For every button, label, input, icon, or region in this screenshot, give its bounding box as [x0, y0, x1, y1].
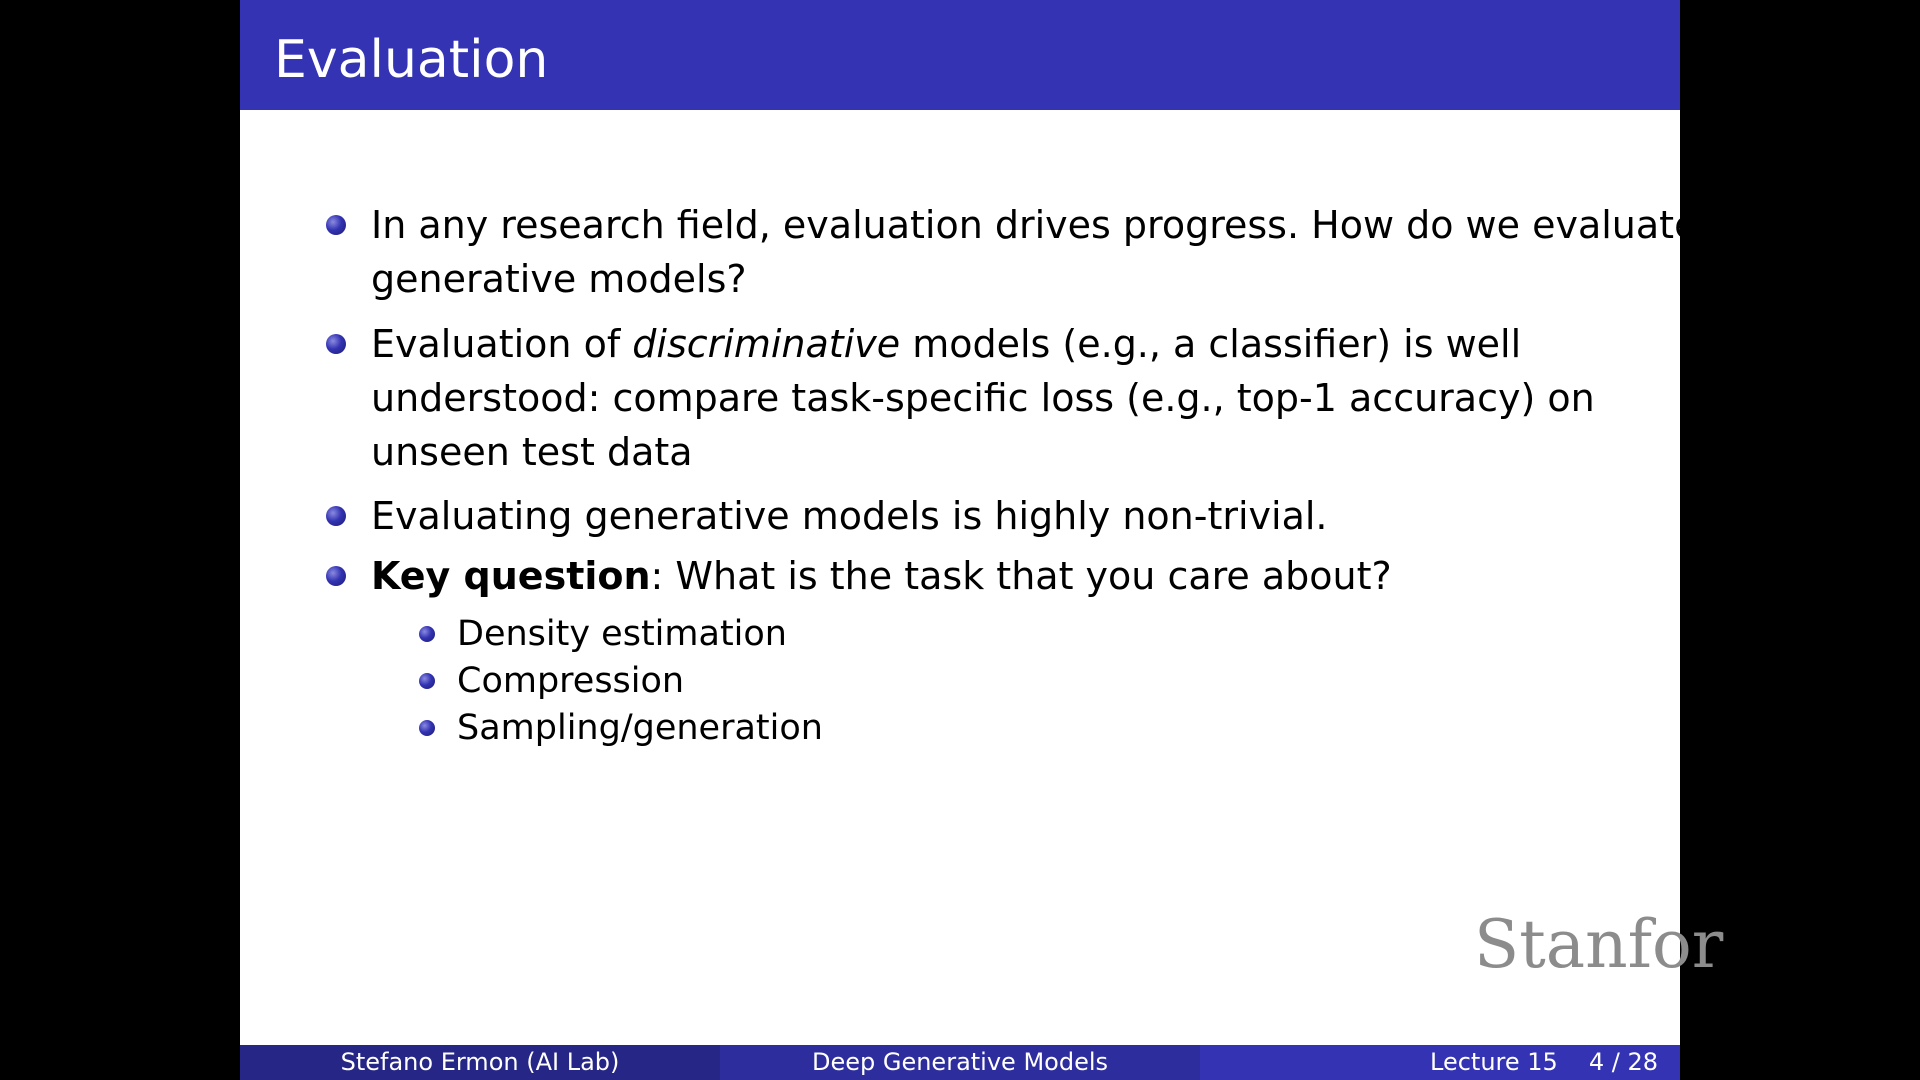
sub-bullet-text: Compression: [457, 661, 685, 701]
stanford-logo: Stanfor: [1474, 906, 1724, 983]
bullet-item: [371, 198, 1698, 306]
sub-bullet-item: [457, 704, 823, 752]
bullet-text: Evaluation of: [371, 322, 633, 366]
bullet-item: [371, 549, 1671, 603]
emphasis-text: discriminative: [632, 322, 901, 366]
bullet-icon: [326, 506, 346, 526]
bullet-text-line: Evaluating generative models is highly non-trivial.: [371, 494, 1328, 538]
bullet-item: [371, 489, 1671, 543]
footer-lecture: Lecture 15: [1430, 1048, 1558, 1076]
sub-bullet-icon: [419, 673, 435, 689]
sub-bullet-item: [457, 610, 787, 658]
sub-bullet-text: Density estimation: [457, 614, 787, 654]
bullet-text-line: unseen test data: [371, 430, 693, 474]
bullet-icon: [326, 215, 346, 235]
bullet-text-line: [371, 317, 1671, 371]
sub-bullet-text: Sampling/generation: [457, 708, 823, 748]
bullet-text: models (e.g., a classifier) is well: [900, 322, 1522, 366]
footer-right: [1200, 1045, 1680, 1080]
bullet-text-line: generative models?: [371, 257, 747, 301]
footer-author: Stefano Ermon (AI Lab): [240, 1045, 720, 1080]
bullet-item: [371, 317, 1671, 479]
bold-text: Key question: [371, 554, 651, 598]
bullet-text-line: In any research field, evaluation drives progress. How do we evaluate: [371, 203, 1698, 247]
sub-bullet-icon: [419, 626, 435, 642]
bullet-icon: [326, 334, 346, 354]
slide: [240, 0, 1724, 1080]
bullet-text-line: [371, 549, 1671, 603]
bullet-text-line: understood: compare task-specific loss (e.g., top-1 accuracy) on: [371, 376, 1595, 420]
sub-bullet-icon: [419, 720, 435, 736]
bullet-icon: [326, 566, 346, 586]
bullet-text: : What is the task that you care about?: [650, 554, 1392, 598]
page-number: 4 / 28: [1588, 1048, 1658, 1076]
slide-title: Evaluation: [274, 30, 549, 90]
slide-content: [240, 0, 1698, 1040]
footer-course: Deep Generative Models: [720, 1045, 1200, 1080]
sub-bullet-item: [457, 657, 684, 705]
footer: [240, 1045, 1680, 1080]
